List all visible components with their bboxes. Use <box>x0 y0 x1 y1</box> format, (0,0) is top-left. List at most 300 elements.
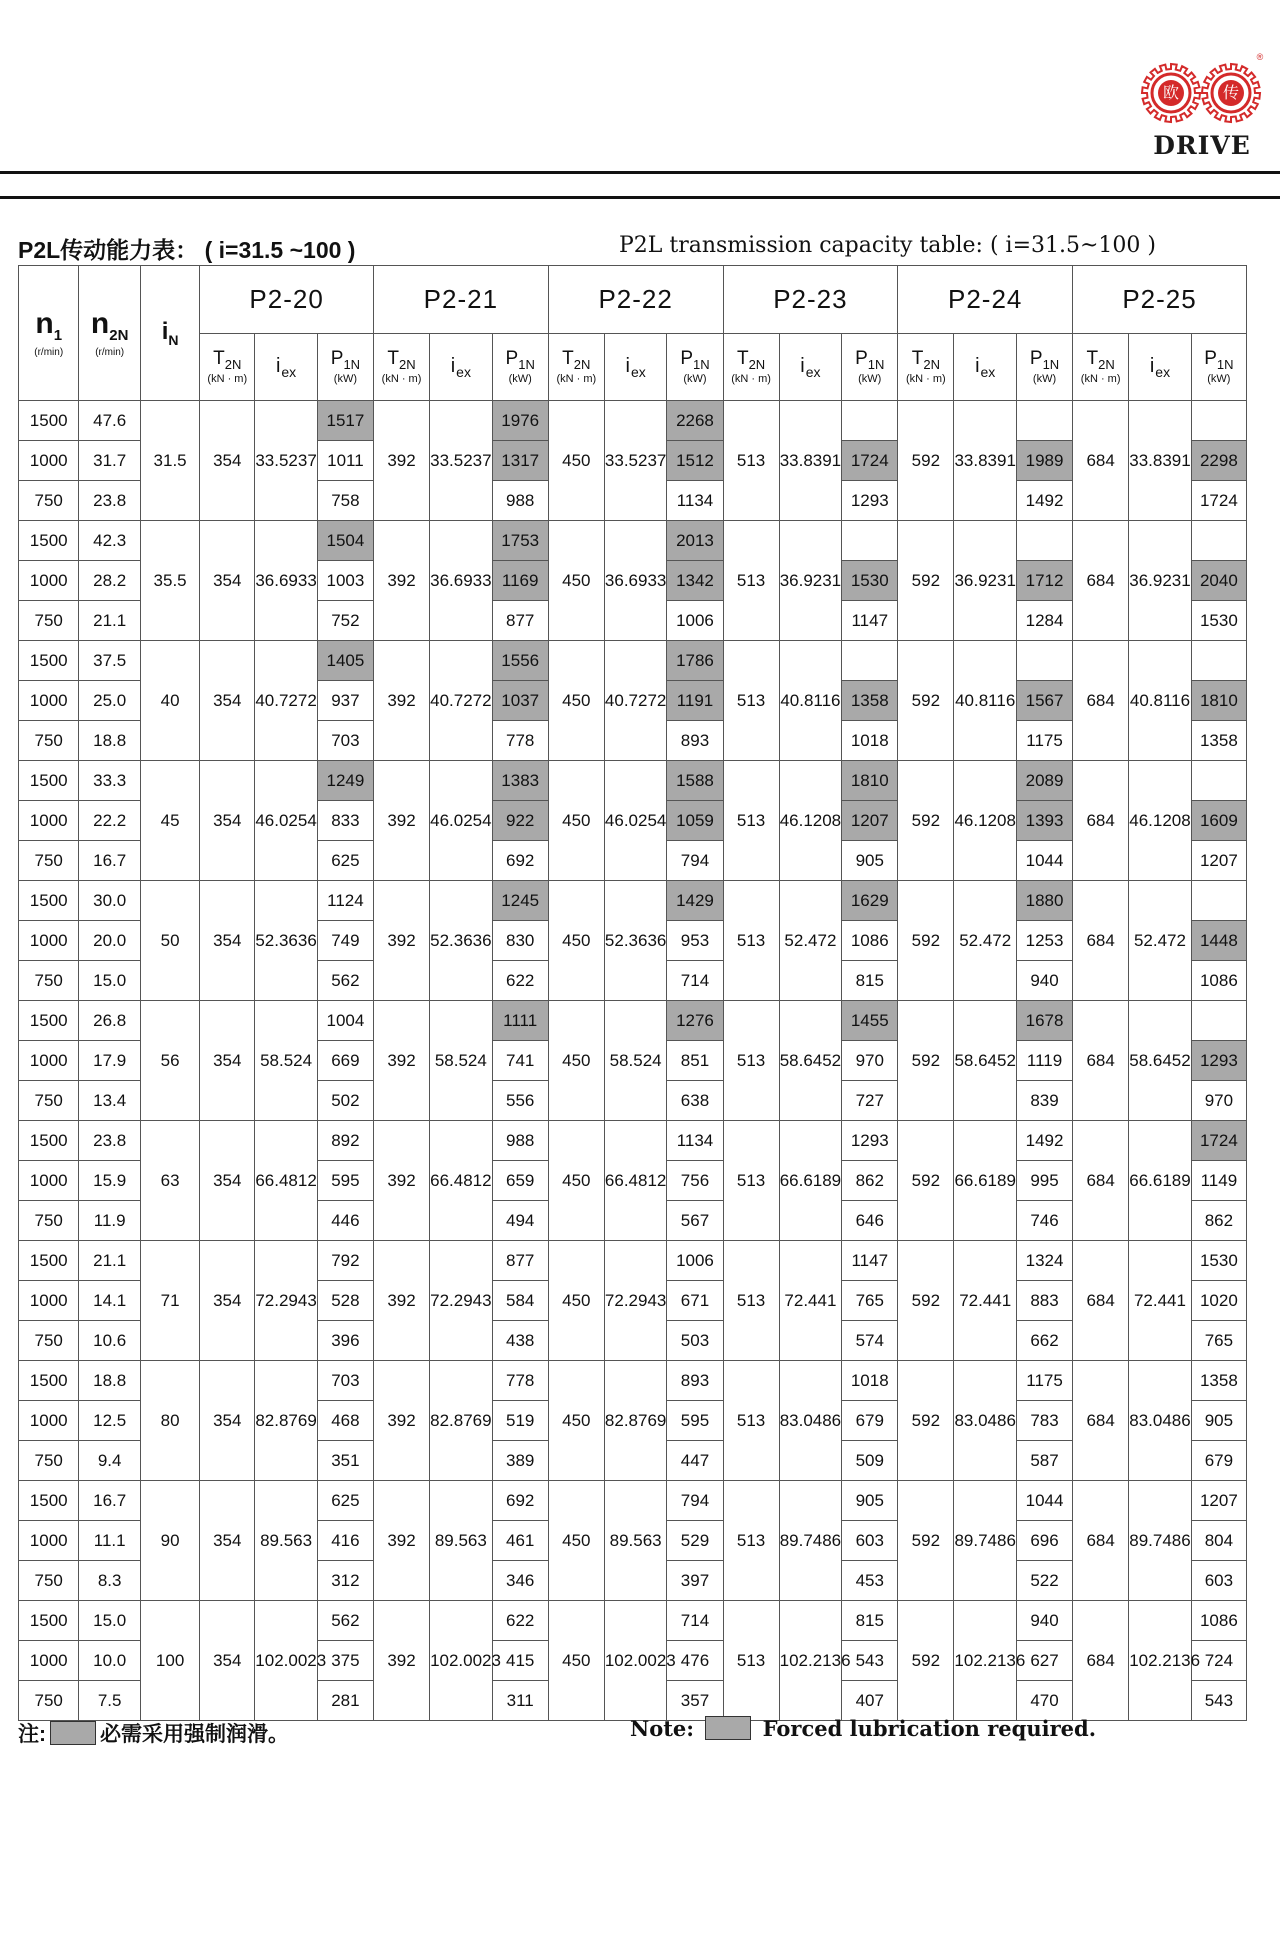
cell-p1n: 416 <box>317 1521 373 1561</box>
cell-p1n: 1448 <box>1191 921 1246 961</box>
cell-t2n: 513 <box>723 1241 779 1361</box>
cell-p1n: 692 <box>492 1481 548 1521</box>
cell-n1: 1000 <box>19 1521 79 1561</box>
table-row <box>19 1001 1247 1041</box>
cell-n2n: 25.0 <box>79 681 141 721</box>
table-row <box>19 641 1247 681</box>
header-t2n: $T_{2N}$ (kN · m) <box>1073 334 1129 401</box>
cell-p1n: 1609 <box>1191 801 1246 841</box>
cell-p1n: 476 <box>667 1641 723 1681</box>
cell-p1n: 389 <box>492 1441 548 1481</box>
cell-iex: 66.4812 <box>255 1121 318 1241</box>
cell-p1n: 1530 <box>842 561 898 601</box>
cell-p1n: 988 <box>492 1121 548 1161</box>
cell-p1n: 1003 <box>317 561 373 601</box>
cell-iex: 36.9231 <box>954 521 1017 641</box>
cell-n2n: 11.1 <box>79 1521 141 1561</box>
cell-p1n: 692 <box>492 841 548 881</box>
cell-n1: 1000 <box>19 1401 79 1441</box>
cell-p1n: 502 <box>317 1081 373 1121</box>
cell-p1n: 446 <box>317 1201 373 1241</box>
cell-p1n: 1249 <box>317 761 373 801</box>
cell-p1n: 1191 <box>667 681 723 721</box>
cell-t2n: 450 <box>548 1121 604 1241</box>
cell-p1n: 940 <box>1016 1601 1072 1641</box>
cell-p1n: 1284 <box>1016 601 1072 641</box>
cell-in: 40 <box>140 641 199 761</box>
cell-t2n: 354 <box>200 1601 255 1721</box>
cell-p1n: 1018 <box>842 1361 898 1401</box>
cell-iex: 46.1208 <box>1129 761 1192 881</box>
cell-p1n: 1492 <box>1016 481 1072 521</box>
cell-t2n: 450 <box>548 1481 604 1601</box>
cell-n2n: 15.9 <box>79 1161 141 1201</box>
cell-p1n: 746 <box>1016 1201 1072 1241</box>
cell-p1n: 1393 <box>1016 801 1072 841</box>
header-p1n: $P_{1N}$ (kW) <box>1016 334 1072 401</box>
logo-brand-text: DRIVE <box>1153 131 1251 160</box>
cell-n1: 1000 <box>19 1041 79 1081</box>
cell-p1n: 625 <box>317 1481 373 1521</box>
cell-p1n: 922 <box>492 801 548 841</box>
cell-n2n: 16.7 <box>79 841 141 881</box>
cell-n1: 750 <box>19 1441 79 1481</box>
cell-iex: 36.6933 <box>430 521 493 641</box>
cell-t2n: 392 <box>373 1121 429 1241</box>
cell-p1n: 528 <box>317 1281 373 1321</box>
cell-t2n: 513 <box>723 761 779 881</box>
cell-t2n: 392 <box>373 1241 429 1361</box>
cell-t2n: 392 <box>373 521 429 641</box>
cell-n1: 1500 <box>19 521 79 561</box>
cell-n1: 1000 <box>19 441 79 481</box>
cell-p1n: 1044 <box>1016 1481 1072 1521</box>
cell-p1n: 562 <box>317 1601 373 1641</box>
cell-t2n: 592 <box>898 1121 954 1241</box>
cell-t2n: 392 <box>373 1001 429 1121</box>
cell-p1n: 595 <box>667 1401 723 1441</box>
header-p1n: $P_{1N}$ (kW) <box>317 334 373 401</box>
cell-n1: 1000 <box>19 921 79 961</box>
cell-n2n: 15.0 <box>79 961 141 1001</box>
cell-p1n: 415 <box>492 1641 548 1681</box>
cell-t2n: 592 <box>898 401 954 521</box>
cell-n2n: 23.8 <box>79 481 141 521</box>
cell-p1n: 529 <box>667 1521 723 1561</box>
cell-in: 90 <box>140 1481 199 1601</box>
cell-p1n: 714 <box>667 961 723 1001</box>
cell-in: 45 <box>140 761 199 881</box>
cell-iex: 58.524 <box>255 1001 318 1121</box>
cell-iex: 66.6189 <box>779 1121 842 1241</box>
cell-p1n: 556 <box>492 1081 548 1121</box>
cell-iex: 36.9231 <box>1129 521 1192 641</box>
cell-p1n: 970 <box>842 1041 898 1081</box>
cell-p1n: 905 <box>1191 1401 1246 1441</box>
header-rule-top <box>0 171 1280 174</box>
cell-t2n: 513 <box>723 881 779 1001</box>
cell-p1n: 494 <box>492 1201 548 1241</box>
cell-n2n: 18.8 <box>79 721 141 761</box>
cell-p1n: 1405 <box>317 641 373 681</box>
cell-n1: 1500 <box>19 1481 79 1521</box>
cell-p1n: 509 <box>842 1441 898 1481</box>
cell-p1n: 1358 <box>842 681 898 721</box>
cell-n1: 1500 <box>19 1121 79 1161</box>
cell-iex: 36.6933 <box>255 521 318 641</box>
cell-p1n: 562 <box>317 961 373 1001</box>
cell-t2n: 592 <box>898 1481 954 1601</box>
cell-iex: 40.7272 <box>255 641 318 761</box>
cell-p1n: 953 <box>667 921 723 961</box>
header-t2n: $T_{2N}$ (kN · m) <box>548 334 604 401</box>
cell-p1n <box>1016 521 1072 561</box>
cell-p1n: 1207 <box>1191 841 1246 881</box>
cell-iex: 33.5237 <box>604 401 667 521</box>
cell-in: 63 <box>140 1121 199 1241</box>
cell-p1n: 893 <box>667 721 723 761</box>
cell-n1: 1500 <box>19 1241 79 1281</box>
cell-iex: 33.5237 <box>430 401 493 521</box>
cell-iex: 52.3636 <box>604 881 667 1001</box>
cell-p1n: 804 <box>1191 1521 1246 1561</box>
cell-p1n: 1059 <box>667 801 723 841</box>
cell-t2n: 392 <box>373 1361 429 1481</box>
cell-p1n: 794 <box>667 841 723 881</box>
cell-n2n: 14.1 <box>79 1281 141 1321</box>
cell-t2n: 450 <box>548 1001 604 1121</box>
cell-in: 31.5 <box>140 401 199 521</box>
header-t2n: $T_{2N}$ (kN · m) <box>200 334 255 401</box>
cell-t2n: 354 <box>200 641 255 761</box>
cell-t2n: 684 <box>1073 1361 1129 1481</box>
cell-t2n: 684 <box>1073 881 1129 1001</box>
cell-p1n: 1324 <box>1016 1241 1072 1281</box>
cell-n2n: 21.1 <box>79 601 141 641</box>
cell-p1n: 1530 <box>1191 601 1246 641</box>
cell-iex: 83.0486 <box>954 1361 1017 1481</box>
cell-p1n: 815 <box>842 1601 898 1641</box>
cell-t2n: 354 <box>200 1001 255 1121</box>
cell-iex: 36.6933 <box>604 521 667 641</box>
cell-p1n: 1169 <box>492 561 548 601</box>
cell-p1n: 311 <box>492 1681 548 1721</box>
cell-p1n: 1004 <box>317 1001 373 1041</box>
cell-p1n: 375 <box>317 1641 373 1681</box>
cell-n2n: 16.7 <box>79 1481 141 1521</box>
cell-n2n: 22.2 <box>79 801 141 841</box>
cell-p1n: 749 <box>317 921 373 961</box>
cell-p1n: 727 <box>842 1081 898 1121</box>
header-t2n: $T_{2N}$ (kN · m) <box>723 334 779 401</box>
cell-in: 50 <box>140 881 199 1001</box>
cell-p1n: 1588 <box>667 761 723 801</box>
cell-p1n: 988 <box>492 481 548 521</box>
cell-t2n: 392 <box>373 761 429 881</box>
header-iex: $i_{ex}$ <box>430 334 493 401</box>
cell-n2n: 28.2 <box>79 561 141 601</box>
cell-t2n: 392 <box>373 401 429 521</box>
cell-p1n: 397 <box>667 1561 723 1601</box>
header-p1n: $P_{1N}$ (kW) <box>842 334 898 401</box>
cell-p1n: 877 <box>492 601 548 641</box>
cell-iex: 52.3636 <box>430 881 493 1001</box>
cell-iex: 46.0254 <box>604 761 667 881</box>
cell-t2n: 684 <box>1073 1001 1129 1121</box>
cell-n1: 750 <box>19 1321 79 1361</box>
cell-p1n: 622 <box>492 1601 548 1641</box>
cell-p1n <box>1016 641 1072 681</box>
cell-t2n: 354 <box>200 401 255 521</box>
table-row <box>19 881 1247 921</box>
table-row <box>19 761 1247 801</box>
header-rule-bottom <box>0 196 1280 199</box>
cell-p1n: 1976 <box>492 401 548 441</box>
cell-t2n: 592 <box>898 1601 954 1721</box>
cell-p1n: 638 <box>667 1081 723 1121</box>
cell-p1n: 815 <box>842 961 898 1001</box>
logo-right-glyph: 传 <box>1222 83 1240 102</box>
cell-p1n: 453 <box>842 1561 898 1601</box>
cell-iex: 89.7486 <box>1129 1481 1192 1601</box>
model-header: P2-23 <box>723 266 898 334</box>
cell-t2n: 513 <box>723 1481 779 1601</box>
header-t2n: $T_{2N}$ (kN · m) <box>373 334 429 401</box>
cell-p1n: 312 <box>317 1561 373 1601</box>
cell-t2n: 450 <box>548 641 604 761</box>
cell-p1n <box>1191 521 1246 561</box>
cell-p1n: 1293 <box>1191 1041 1246 1081</box>
note-cn-prefix: 注: <box>18 1723 46 1746</box>
cell-iex: 40.8116 <box>779 641 842 761</box>
cell-n1: 750 <box>19 481 79 521</box>
cell-p1n: 1134 <box>667 481 723 521</box>
cell-t2n: 354 <box>200 1481 255 1601</box>
cell-n1: 750 <box>19 1561 79 1601</box>
cell-p1n: 1724 <box>1191 1121 1246 1161</box>
note-cn <box>18 1718 289 1748</box>
cell-iex: 89.563 <box>604 1481 667 1601</box>
table-row <box>19 1601 1247 1641</box>
cell-t2n: 450 <box>548 761 604 881</box>
cell-p1n: 595 <box>317 1161 373 1201</box>
cell-n2n: 13.4 <box>79 1081 141 1121</box>
cell-t2n: 684 <box>1073 401 1129 521</box>
cell-n2n: 20.0 <box>79 921 141 961</box>
cell-iex: 40.7272 <box>430 641 493 761</box>
cell-iex: 46.0254 <box>255 761 318 881</box>
cell-iex: 40.8116 <box>954 641 1017 761</box>
cell-iex: 52.3636 <box>255 881 318 1001</box>
cell-p1n: 646 <box>842 1201 898 1241</box>
cell-t2n: 592 <box>898 641 954 761</box>
cell-t2n: 513 <box>723 1121 779 1241</box>
cell-p1n: 756 <box>667 1161 723 1201</box>
cell-t2n: 684 <box>1073 1121 1129 1241</box>
cell-n1: 1000 <box>19 1281 79 1321</box>
cell-p1n <box>842 401 898 441</box>
cell-n2n: 7.5 <box>79 1681 141 1721</box>
cell-iex: 40.8116 <box>1129 641 1192 761</box>
cell-n2n: 9.4 <box>79 1441 141 1481</box>
cell-iex: 52.472 <box>1129 881 1192 1001</box>
cell-p1n: 1492 <box>1016 1121 1072 1161</box>
cell-n2n: 31.7 <box>79 441 141 481</box>
cell-p1n: 2298 <box>1191 441 1246 481</box>
cell-in: 100 <box>140 1601 199 1721</box>
model-header: P2-25 <box>1073 266 1247 334</box>
logo-left-glyph: 欧 <box>1162 83 1180 102</box>
cell-p1n: 1556 <box>492 641 548 681</box>
note-cn-text: 必需采用强制润滑。 <box>100 1723 289 1746</box>
cell-t2n: 513 <box>723 1001 779 1121</box>
cell-p1n: 447 <box>667 1441 723 1481</box>
cell-p1n: 862 <box>842 1161 898 1201</box>
cell-n1: 1500 <box>19 1601 79 1641</box>
cell-t2n: 592 <box>898 521 954 641</box>
cell-p1n: 765 <box>842 1281 898 1321</box>
header-iex: $i_{ex}$ <box>1129 334 1192 401</box>
cell-p1n: 1567 <box>1016 681 1072 721</box>
table-body <box>19 401 1247 1721</box>
cell-p1n: 792 <box>317 1241 373 1281</box>
cell-iex: 46.1208 <box>779 761 842 881</box>
cell-p1n: 1512 <box>667 441 723 481</box>
cell-t2n: 450 <box>548 401 604 521</box>
cell-p1n: 1753 <box>492 521 548 561</box>
cell-p1n <box>842 641 898 681</box>
cell-p1n <box>1191 761 1246 801</box>
cell-n2n: 12.5 <box>79 1401 141 1441</box>
cell-n2n: 11.9 <box>79 1201 141 1241</box>
cell-p1n: 567 <box>667 1201 723 1241</box>
cell-iex: 33.5237 <box>255 401 318 521</box>
cell-p1n: 622 <box>492 961 548 1001</box>
cell-t2n: 684 <box>1073 1601 1129 1721</box>
cell-p1n: 937 <box>317 681 373 721</box>
cell-p1n: 346 <box>492 1561 548 1601</box>
cell-n1: 1000 <box>19 1161 79 1201</box>
cell-p1n: 714 <box>667 1601 723 1641</box>
cell-t2n: 592 <box>898 761 954 881</box>
cell-p1n: 970 <box>1191 1081 1246 1121</box>
cell-t2n: 592 <box>898 1001 954 1121</box>
cell-p1n <box>1191 881 1246 921</box>
cell-p1n: 1724 <box>1191 481 1246 521</box>
cell-n2n: 18.8 <box>79 1361 141 1401</box>
shade-swatch <box>705 1716 751 1740</box>
cell-iex: 66.4812 <box>604 1121 667 1241</box>
cell-t2n: 513 <box>723 401 779 521</box>
cell-n1: 1500 <box>19 761 79 801</box>
cell-t2n: 354 <box>200 881 255 1001</box>
cell-iex: 33.8391 <box>1129 401 1192 521</box>
cell-n2n: 21.1 <box>79 1241 141 1281</box>
cell-p1n: 1149 <box>1191 1161 1246 1201</box>
cell-t2n: 392 <box>373 881 429 1001</box>
cell-iex: 83.0486 <box>1129 1361 1192 1481</box>
cell-t2n: 592 <box>898 1241 954 1361</box>
cell-p1n: 659 <box>492 1161 548 1201</box>
cell-p1n: 778 <box>492 1361 548 1401</box>
header-row-models <box>19 266 1247 334</box>
cell-p1n: 627 <box>1016 1641 1072 1681</box>
table-title-cn: P2L传动能力表： ( i=31.5 ~100 ) <box>18 237 356 263</box>
cell-p1n: 519 <box>492 1401 548 1441</box>
cell-iex: 33.8391 <box>779 401 842 521</box>
table-title-en: P2L transmission capacity table: ( i=31.5~100 ) <box>618 233 1156 258</box>
cell-p1n: 543 <box>842 1641 898 1681</box>
cell-n1: 750 <box>19 1201 79 1241</box>
cell-p1n: 1037 <box>492 681 548 721</box>
cell-p1n: 905 <box>842 1481 898 1521</box>
cell-p1n: 862 <box>1191 1201 1246 1241</box>
cell-p1n: 1124 <box>317 881 373 921</box>
cell-iex: 102.2136 <box>1129 1601 1192 1721</box>
cell-p1n: 1134 <box>667 1121 723 1161</box>
cell-iex: 58.524 <box>430 1001 493 1121</box>
cell-p1n: 1383 <box>492 761 548 801</box>
header-t2n: $T_{2N}$ (kN · m) <box>898 334 954 401</box>
cell-t2n: 592 <box>898 881 954 1001</box>
cell-t2n: 684 <box>1073 761 1129 881</box>
cell-n1: 1500 <box>19 1001 79 1041</box>
cell-iex: 52.472 <box>779 881 842 1001</box>
cell-iex: 58.6452 <box>954 1001 1017 1121</box>
header-iex: $i_{ex}$ <box>255 334 318 401</box>
cell-n1: 750 <box>19 961 79 1001</box>
cell-p1n: 470 <box>1016 1681 1072 1721</box>
cell-n1: 1000 <box>19 1641 79 1681</box>
cell-t2n: 354 <box>200 1121 255 1241</box>
model-header: P2-24 <box>898 266 1073 334</box>
header-iex: $i_{ex}$ <box>954 334 1017 401</box>
table-row <box>19 1361 1247 1401</box>
cell-p1n: 669 <box>317 1041 373 1081</box>
cell-p1n: 543 <box>1191 1681 1246 1721</box>
cell-iex: 82.8769 <box>430 1361 493 1481</box>
cell-t2n: 684 <box>1073 521 1129 641</box>
cell-iex: 58.524 <box>604 1001 667 1121</box>
cell-p1n: 603 <box>1191 1561 1246 1601</box>
cell-t2n: 354 <box>200 1361 255 1481</box>
cell-n2n: 33.3 <box>79 761 141 801</box>
cell-iex: 72.441 <box>954 1241 1017 1361</box>
cell-n1: 750 <box>19 601 79 641</box>
cell-t2n: 392 <box>373 641 429 761</box>
cell-p1n: 522 <box>1016 1561 1072 1601</box>
cell-p1n: 1429 <box>667 881 723 921</box>
cell-p1n: 351 <box>317 1441 373 1481</box>
note-en <box>630 1716 1096 1741</box>
cell-n1: 750 <box>19 721 79 761</box>
cell-iex: 66.4812 <box>430 1121 493 1241</box>
cell-p1n: 724 <box>1191 1641 1246 1681</box>
cell-iex: 58.6452 <box>1129 1001 1192 1121</box>
cell-p1n: 752 <box>317 601 373 641</box>
cell-n2n: 37.5 <box>79 641 141 681</box>
cell-iex: 89.563 <box>430 1481 493 1601</box>
cell-t2n: 450 <box>548 521 604 641</box>
cell-p1n: 603 <box>842 1521 898 1561</box>
cell-p1n: 1455 <box>842 1001 898 1041</box>
cell-p1n: 995 <box>1016 1161 1072 1201</box>
cell-p1n: 893 <box>667 1361 723 1401</box>
cell-p1n: 1207 <box>1191 1481 1246 1521</box>
cell-t2n: 354 <box>200 1241 255 1361</box>
cell-p1n: 703 <box>317 1361 373 1401</box>
cell-p1n: 584 <box>492 1281 548 1321</box>
